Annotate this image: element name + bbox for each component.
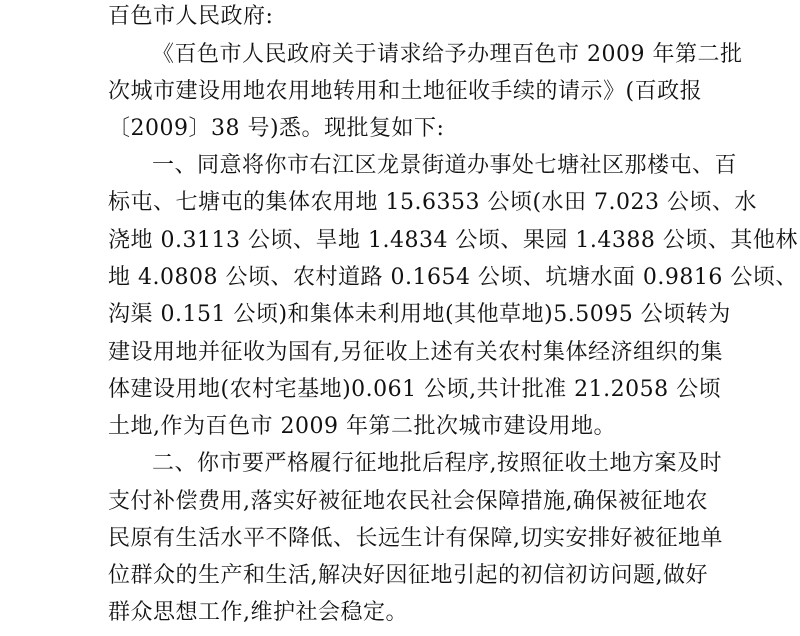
- paragraph-line: 群众思想工作,维护社会稳定。: [108, 600, 408, 625]
- paragraph-line: 支付补偿费用,落实好被征地农民社会保障措施,确保被征地农: [108, 489, 708, 514]
- paragraph-line: 二、你市要严格履行征地批后程序,按照征收土地方案及时: [152, 451, 722, 476]
- paragraph-line: 地 4.0808 公顷、农村道路 0.1654 公顷、坑塘水面 0.9816 公顷、: [108, 265, 798, 290]
- paragraph-line: 一、同意将你市右江区龙景街道办事处七塘社区那楼屯、百: [152, 153, 738, 178]
- paragraph-line: 浇地 0.3113 公顷、旱地 1.4834 公顷、果园 1.4388 公顷、其他林: [108, 228, 798, 253]
- paragraph-line: 建设用地并征收为国有,另征收上述有关农村集体经济组织的集: [108, 340, 723, 365]
- paragraph-line: 次城市建设用地农用地转用和土地征收手续的请示》(百政报: [108, 79, 703, 104]
- paragraph-line: 标屯、七塘屯的集体农用地 15.6353 公顷(水田 7.023 公顷、水: [108, 190, 758, 215]
- paragraph-line: 〔2009〕38 号)悉。现批复如下:: [108, 116, 445, 141]
- paragraph-line: 位群众的生产和生活,解决好因征地引起的初信初访问题,做好: [108, 563, 708, 588]
- paragraph-line: 沟渠 0.151 公顷)和集体未利用地(其他草地)5.5095 公顷转为: [108, 302, 731, 327]
- paragraph-line: 土地,作为百色市 2009 年第二批次城市建设用地。: [108, 414, 616, 439]
- paragraph-line: 《百色市人民政府关于请求给予办理百色市 2009 年第二批: [152, 42, 743, 67]
- salutation: 百色市人民政府:: [108, 4, 274, 29]
- paragraph-line: 体建设用地(农村宅基地)0.061 公顷,共计批准 21.2058 公顷: [108, 377, 722, 402]
- paragraph-line: 民原有生活水平不降低、长远生计有保障,切实安排好被征地单: [108, 526, 723, 551]
